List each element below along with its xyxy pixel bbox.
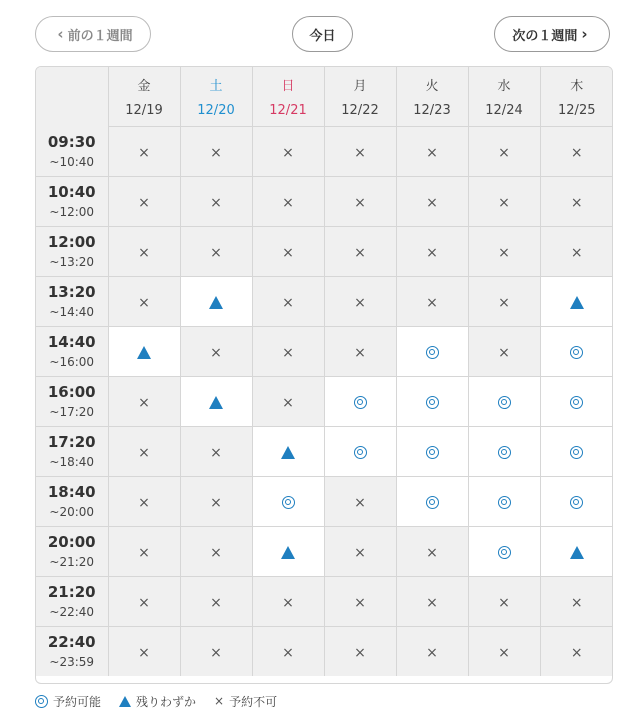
cross-icon: × — [426, 295, 438, 311]
slot-cell-unavailable — [180, 527, 252, 577]
slot-cell-unavailable — [468, 277, 540, 327]
slot-end-time: ~12:00 — [49, 205, 95, 219]
slot-cell-unavailable — [108, 577, 180, 627]
triangle-icon — [137, 346, 151, 359]
time-slot-row — [36, 477, 613, 527]
double-circle-icon — [498, 446, 511, 459]
slot-cell-unavailable — [252, 327, 324, 377]
triangle-icon — [570, 296, 584, 309]
time-slot-rows — [36, 127, 613, 677]
slot-cell-available[interactable] — [396, 427, 468, 477]
cross-icon: × — [354, 495, 366, 511]
cross-icon: × — [138, 495, 150, 511]
slot-cell-unavailable — [468, 227, 540, 277]
day-header-12-25 — [540, 67, 613, 127]
slot-start-time: 18:40 — [47, 483, 96, 501]
cross-icon: × — [138, 445, 150, 461]
cross-icon: × — [210, 345, 222, 361]
slot-cell-available[interactable] — [252, 477, 324, 527]
slot-cell-unavailable — [324, 127, 396, 177]
slot-end-time: ~22:40 — [49, 605, 95, 619]
cross-icon: × — [426, 195, 438, 211]
slot-cell-few-left[interactable] — [252, 427, 324, 477]
slot-end-time: ~23:59 — [49, 655, 95, 669]
cross-icon: × — [138, 145, 150, 161]
cross-icon: × — [282, 145, 294, 161]
cross-icon: × — [138, 245, 150, 261]
slot-end-time: ~16:00 — [49, 355, 95, 369]
corner-cell — [36, 67, 108, 127]
double-circle-icon — [426, 496, 439, 509]
schedule-table — [36, 67, 613, 676]
triangle-icon — [209, 296, 223, 309]
cross-icon: × — [498, 595, 510, 611]
slot-cell-unavailable — [324, 477, 396, 527]
slot-cell-unavailable — [180, 627, 252, 677]
slot-cell-unavailable — [180, 427, 252, 477]
slot-cell-unavailable — [108, 277, 180, 327]
legend-few — [119, 693, 196, 710]
slot-cell-unavailable — [396, 227, 468, 277]
slot-cell-unavailable — [180, 327, 252, 377]
double-circle-icon — [570, 396, 583, 409]
slot-cell-unavailable — [252, 227, 324, 277]
today-label: 今日 — [309, 28, 336, 44]
slot-cell-unavailable — [396, 627, 468, 677]
weekday-label: 土 — [209, 79, 223, 94]
today-button[interactable] — [292, 16, 353, 52]
triangle-icon — [281, 446, 295, 459]
time-slot-label — [36, 477, 108, 527]
cross-icon: × — [210, 445, 222, 461]
triangle-icon — [119, 696, 131, 707]
slot-cell-unavailable — [180, 177, 252, 227]
slot-cell-unavailable — [324, 577, 396, 627]
slot-cell-unavailable — [324, 327, 396, 377]
double-circle-icon — [354, 396, 367, 409]
time-slot-label — [36, 527, 108, 577]
slot-cell-unavailable — [324, 277, 396, 327]
cross-icon: × — [210, 645, 222, 661]
next-week-button[interactable] — [494, 16, 610, 52]
cross-icon: × — [426, 245, 438, 261]
legend-available-label: 予約可能 — [53, 694, 102, 709]
slot-cell-unavailable — [108, 627, 180, 677]
legend — [35, 692, 295, 710]
slot-cell-unavailable — [540, 177, 613, 227]
slot-cell-available[interactable] — [540, 377, 613, 427]
cross-icon: × — [354, 145, 366, 161]
slot-cell-unavailable — [396, 177, 468, 227]
slot-end-time: ~20:00 — [49, 505, 95, 519]
double-circle-icon — [498, 496, 511, 509]
slot-start-time: 21:20 — [47, 583, 96, 601]
slot-cell-unavailable — [396, 577, 468, 627]
slot-cell-unavailable — [108, 127, 180, 177]
cross-icon: × — [354, 195, 366, 211]
cross-icon: × — [282, 645, 294, 661]
double-circle-icon — [426, 396, 439, 409]
double-circle-icon — [426, 446, 439, 459]
day-header-row — [36, 67, 613, 127]
cross-icon: × — [210, 595, 222, 611]
cross-icon: × — [138, 545, 150, 561]
slot-cell-unavailable — [540, 227, 613, 277]
cross-icon: × — [138, 395, 150, 411]
slot-cell-available[interactable] — [396, 377, 468, 427]
cross-icon: × — [282, 395, 294, 411]
cross-icon: × — [282, 345, 294, 361]
cross-icon: × — [354, 545, 366, 561]
time-slot-label — [36, 127, 108, 177]
cross-icon: × — [570, 645, 583, 661]
triangle-icon — [281, 546, 295, 559]
slot-end-time: ~10:40 — [49, 154, 95, 169]
day-header-12-22 — [324, 67, 396, 127]
time-slot-row — [36, 177, 613, 227]
slot-cell-few-left[interactable] — [540, 277, 613, 327]
triangle-icon — [570, 546, 584, 559]
booking-calendar — [35, 66, 613, 684]
slot-cell-available[interactable] — [396, 477, 468, 527]
slot-cell-available[interactable] — [396, 327, 468, 377]
slot-start-time: 12:00 — [47, 233, 96, 251]
slot-cell-unavailable — [180, 227, 252, 277]
weekday-label: 火 — [425, 79, 439, 94]
double-circle-icon — [354, 446, 367, 459]
slot-cell-unavailable — [180, 477, 252, 527]
cross-icon: × — [138, 595, 150, 611]
day-header-12-19 — [108, 67, 180, 127]
cross-icon: × — [354, 645, 366, 661]
date-label: 12/21 — [269, 103, 307, 118]
weekday-label: 金 — [137, 79, 151, 94]
slot-end-time: ~21:20 — [49, 555, 95, 569]
date-label: 12/23 — [413, 103, 451, 118]
weekday-label: 水 — [497, 79, 511, 94]
time-slot-row — [36, 427, 613, 477]
slot-start-time: 16:00 — [47, 383, 96, 401]
date-label: 12/20 — [197, 103, 235, 118]
slot-start-time: 20:00 — [47, 533, 96, 551]
slot-cell-unavailable — [108, 527, 180, 577]
double-circle-icon — [570, 446, 583, 459]
cross-icon: × — [570, 195, 583, 211]
slot-end-time: ~17:20 — [49, 405, 95, 419]
slot-cell-available[interactable] — [324, 427, 396, 477]
next-week-label: 次の１週間 — [512, 28, 578, 44]
double-circle-icon — [426, 346, 439, 359]
cross-icon: × — [570, 245, 583, 261]
week-navigation — [0, 16, 644, 56]
weekday-label: 日 — [281, 79, 295, 94]
cross-icon: × — [354, 295, 366, 311]
slot-cell-unavailable — [108, 227, 180, 277]
slot-start-time: 14:40 — [47, 333, 96, 351]
slot-cell-unavailable — [324, 177, 396, 227]
cross-icon: × — [354, 345, 366, 361]
day-header-12-20 — [180, 67, 252, 127]
triangle-icon — [209, 396, 223, 409]
slot-cell-unavailable — [468, 327, 540, 377]
cross-icon: × — [426, 645, 438, 661]
cross-icon: × — [138, 645, 150, 661]
weekday-label: 木 — [570, 79, 584, 94]
slot-start-time: 13:20 — [47, 283, 96, 301]
legend-few-label: 残りわずか — [136, 694, 197, 709]
slot-cell-available[interactable] — [540, 427, 613, 477]
cross-icon: × — [426, 145, 438, 161]
slot-cell-unavailable — [180, 127, 252, 177]
time-slot-row — [36, 227, 613, 277]
cross-icon: × — [282, 195, 294, 211]
slot-cell-unavailable — [324, 627, 396, 677]
cross-icon: × — [210, 245, 222, 261]
double-circle-icon — [570, 496, 583, 509]
cross-icon: × — [210, 545, 222, 561]
slot-start-time: 22:40 — [47, 633, 96, 651]
slot-cell-few-left[interactable] — [108, 327, 180, 377]
cross-icon: × — [498, 645, 510, 661]
slot-cell-unavailable — [468, 577, 540, 627]
date-label: 12/25 — [558, 103, 596, 118]
time-slot-label — [36, 577, 108, 627]
cross-icon: × — [354, 245, 366, 261]
slot-cell-available[interactable] — [468, 527, 540, 577]
slot-cell-available[interactable] — [540, 477, 613, 527]
slot-end-time: ~13:20 — [49, 255, 95, 269]
cross-icon: × — [498, 145, 510, 161]
slot-cell-unavailable — [540, 627, 613, 677]
slot-end-time: ~18:40 — [49, 455, 95, 469]
time-slot-label — [36, 377, 108, 427]
slot-cell-unavailable — [468, 627, 540, 677]
date-label: 12/19 — [125, 103, 163, 118]
cross-icon: × — [282, 245, 294, 261]
cross-icon: × — [498, 295, 510, 311]
day-header-12-21 — [252, 67, 324, 127]
legend-unavailable — [214, 693, 277, 710]
time-slot-row — [36, 577, 613, 627]
slot-start-time: 10:40 — [47, 183, 96, 201]
cross-icon: × — [570, 145, 583, 161]
date-label: 12/22 — [341, 103, 379, 118]
time-slot-label — [36, 327, 108, 377]
cross-icon: × — [210, 195, 222, 211]
legend-available — [35, 693, 101, 710]
slot-cell-unavailable — [396, 277, 468, 327]
cross-icon: × — [210, 495, 222, 511]
double-circle-icon — [35, 695, 48, 708]
prev-week-button[interactable] — [35, 16, 151, 52]
time-slot-row — [36, 277, 613, 327]
time-slot-label — [36, 627, 108, 677]
slot-cell-available[interactable] — [468, 377, 540, 427]
slot-cell-available[interactable] — [324, 377, 396, 427]
slot-cell-few-left[interactable] — [180, 277, 252, 327]
prev-week-label: 前の１週間 — [67, 28, 133, 44]
slot-cell-few-left[interactable] — [180, 377, 252, 427]
slot-cell-few-left[interactable] — [540, 527, 613, 577]
time-slot-row — [36, 127, 613, 177]
chevron-right-icon: › — [581, 24, 588, 43]
slot-cell-available[interactable] — [540, 327, 613, 377]
day-header-12-24 — [468, 67, 540, 127]
slot-start-time: 09:30 — [47, 132, 96, 151]
slot-cell-unavailable — [252, 577, 324, 627]
slot-start-time: 17:20 — [47, 433, 96, 451]
cross-icon: × — [138, 295, 150, 311]
slot-cell-unavailable — [108, 427, 180, 477]
slot-cell-unavailable — [540, 577, 613, 627]
weekday-label: 月 — [353, 79, 367, 94]
slot-cell-unavailable — [252, 127, 324, 177]
time-slot-label — [36, 177, 108, 227]
slot-cell-unavailable — [108, 177, 180, 227]
time-slot-row — [36, 627, 613, 677]
slot-cell-unavailable — [252, 627, 324, 677]
time-slot-label — [36, 427, 108, 477]
time-slot-row — [36, 527, 613, 577]
slot-cell-available[interactable] — [468, 427, 540, 477]
double-circle-icon — [498, 396, 511, 409]
slot-cell-unavailable — [252, 177, 324, 227]
time-slot-row — [36, 377, 613, 427]
cross-icon: × — [354, 595, 366, 611]
cross-icon: × — [282, 595, 294, 611]
slot-cell-unavailable — [324, 227, 396, 277]
cross-icon: × — [426, 545, 438, 561]
cross-icon: × — [210, 145, 222, 161]
slot-cell-unavailable — [108, 377, 180, 427]
legend-unavailable-label: 予約不可 — [229, 694, 278, 709]
time-slot-label — [36, 227, 108, 277]
slot-cell-unavailable — [396, 127, 468, 177]
cross-icon: × — [138, 195, 150, 211]
cross-icon: × — [498, 345, 510, 361]
slot-cell-available[interactable] — [468, 477, 540, 527]
cross-icon: × — [570, 595, 583, 611]
cross-icon: × — [498, 245, 510, 261]
cross-icon: × — [498, 195, 510, 211]
day-header-12-23 — [396, 67, 468, 127]
double-circle-icon — [282, 496, 295, 509]
chevron-left-icon: ‹ — [57, 24, 64, 43]
date-label: 12/24 — [485, 103, 523, 118]
time-slot-label — [36, 277, 108, 327]
slot-cell-unavailable — [540, 127, 613, 177]
cross-icon: × — [426, 595, 438, 611]
cross-icon: × — [282, 295, 294, 311]
slot-cell-unavailable — [324, 527, 396, 577]
double-circle-icon — [498, 546, 511, 559]
time-slot-row — [36, 327, 613, 377]
slot-cell-unavailable — [252, 277, 324, 327]
slot-cell-unavailable — [468, 177, 540, 227]
double-circle-icon — [570, 346, 583, 359]
slot-cell-unavailable — [468, 127, 540, 177]
slot-cell-unavailable — [108, 477, 180, 527]
slot-cell-unavailable — [252, 377, 324, 427]
cross-icon: × — [214, 694, 225, 708]
slot-cell-few-left[interactable] — [252, 527, 324, 577]
slot-cell-unavailable — [180, 577, 252, 627]
slot-cell-unavailable — [396, 527, 468, 577]
slot-end-time: ~14:40 — [49, 305, 95, 319]
